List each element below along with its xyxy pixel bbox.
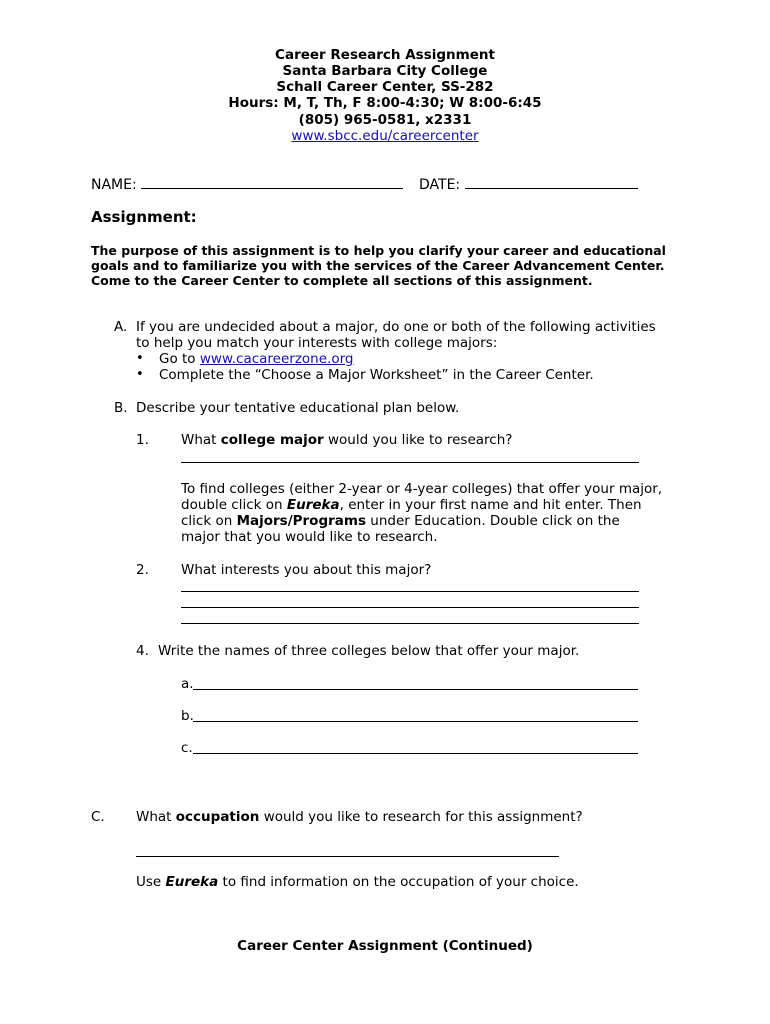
bullet-icon: • xyxy=(136,351,144,366)
section-c-prefix: What xyxy=(136,809,176,825)
q1-suffix: would you like to research? xyxy=(323,432,513,448)
college-a-line[interactable] xyxy=(193,689,638,690)
eureka-line-1: To find colleges (either 2-year or 4-year colleges) that offer your major, xyxy=(181,481,663,497)
section-a-line-2: to help you match your interests with college majors: xyxy=(136,335,498,351)
assignment-heading: Assignment: xyxy=(91,208,197,226)
use-eureka-line xyxy=(136,874,579,890)
date-label: DATE: xyxy=(419,177,461,193)
occupation-answer-line[interactable] xyxy=(136,856,559,857)
q1-prefix: What xyxy=(181,432,221,448)
q4-number: 4. xyxy=(136,643,149,659)
purpose-line-3: Come to the Career Center to complete all sections of this assignment. xyxy=(91,273,593,288)
eureka-line-2a: double click on xyxy=(181,497,287,513)
name-field xyxy=(91,175,403,193)
occupation-bold: occupation xyxy=(175,809,260,825)
bullet-1-text: Go to xyxy=(159,351,200,367)
section-b-marker: B. xyxy=(114,400,128,416)
bullet-item-2: Complete the “Choose a Major Worksheet” in the Career Center. xyxy=(159,367,594,383)
college-b-line[interactable] xyxy=(193,721,638,722)
eureka-bold: Eureka xyxy=(286,497,340,513)
eureka-line-2 xyxy=(181,497,642,513)
use-eureka-bold: Eureka xyxy=(165,874,219,890)
section-a-marker: A. xyxy=(114,319,128,335)
q2-answer-line[interactable] xyxy=(181,607,639,608)
date-field xyxy=(419,175,638,193)
college-c-label: c. xyxy=(181,740,193,756)
eureka-line-2b: , enter in your first name and hit enter. Then xyxy=(339,497,642,513)
majors-programs-bold: Majors/Programs xyxy=(236,513,366,529)
bullet-icon: • xyxy=(136,367,144,382)
q1-bold: college major xyxy=(220,432,324,448)
section-a-line-1: If you are undecided about a major, do one or both of the following activities xyxy=(136,319,656,335)
section-c-suffix: would you like to research for this assignment? xyxy=(259,809,583,825)
q1-text xyxy=(181,432,512,448)
q4-text: Write the names of three colleges below that offer your major. xyxy=(158,643,580,659)
eureka-line-3 xyxy=(181,513,620,529)
section-b-text: Describe your tentative educational plan below. xyxy=(136,400,460,416)
section-c-marker: C. xyxy=(91,809,105,825)
date-blank[interactable] xyxy=(465,175,638,189)
section-c-question xyxy=(136,809,583,825)
eureka-line-4: major that you would like to research. xyxy=(181,529,438,545)
q2-answer-line[interactable] xyxy=(181,591,639,592)
use-suffix: to find information on the occupation of your choice. xyxy=(218,874,579,890)
college-name: Santa Barbara City College xyxy=(282,63,488,79)
hours: Hours: M, T, Th, F 8:00-4:30; W 8:00-6:45 xyxy=(228,95,542,111)
q2-answer-line[interactable] xyxy=(181,623,639,624)
q2-number: 2. xyxy=(136,562,149,578)
q1-number: 1. xyxy=(136,432,149,448)
use-prefix: Use xyxy=(136,874,166,890)
doc-title: Career Research Assignment xyxy=(275,47,495,63)
career-center-link[interactable]: www.sbcc.edu/careercenter xyxy=(291,128,479,144)
continued-heading: Career Center Assignment (Continued) xyxy=(237,938,533,954)
phone: (805) 965-0581, x2331 xyxy=(298,112,472,128)
college-c-line[interactable] xyxy=(193,753,638,754)
name-label: NAME: xyxy=(91,177,137,193)
q1-answer-line[interactable] xyxy=(181,462,639,463)
purpose-line-2: goals and to familiarize you with the services of the Career Advancement Center. xyxy=(91,258,665,273)
college-b-label: b. xyxy=(181,708,194,724)
bullet-item-1 xyxy=(159,351,353,367)
center-name: Schall Career Center, SS-282 xyxy=(276,79,494,95)
cacareerzone-link[interactable]: www.cacareerzone.org xyxy=(199,351,354,367)
purpose-line-1: The purpose of this assignment is to help you clarify your career and educational xyxy=(91,243,666,258)
q2-text: What interests you about this major? xyxy=(181,562,432,578)
name-blank[interactable] xyxy=(141,175,403,189)
college-a-label: a. xyxy=(181,676,194,692)
eureka-line-3a: click on xyxy=(181,513,237,529)
eureka-line-3b: under Education. Double click on the xyxy=(366,513,620,529)
